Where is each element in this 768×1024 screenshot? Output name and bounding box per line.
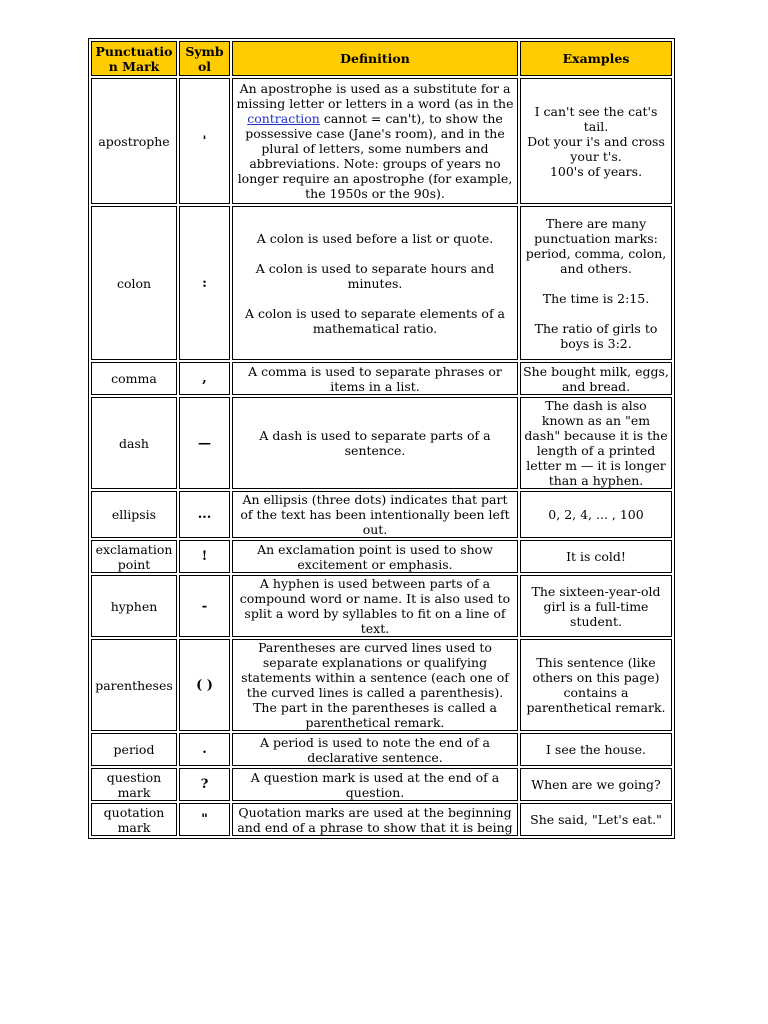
definition-text — [235, 770, 515, 800]
definition-text — [235, 261, 515, 291]
definition-text-part: A colon is used before a list or quote. — [256, 230, 494, 246]
definition-text — [235, 805, 515, 835]
definition-text-part: An ellipsis (three dots) indicates that part of the text has been intentionally been left out. — [240, 492, 510, 537]
punctuation-symbol: ... — [179, 491, 230, 538]
example-text: The sixteen-year-old girl is a full-time student. — [531, 583, 661, 629]
example-text: She said, "Let's eat." — [530, 812, 662, 827]
contraction-link[interactable]: contraction — [247, 111, 320, 126]
example-text: The time is 2:15. — [542, 290, 650, 306]
definition-text — [235, 735, 515, 765]
definition-text-part: A colon is used to separate hours and minutes. — [255, 260, 495, 291]
example-text: This sentence (like others on this page) contains a parenthetical remark. — [526, 655, 666, 715]
punctuation-symbol: ( ) — [179, 639, 230, 731]
example-text: The dash is also known as an "em dash" because it is the length of a printed letter m — it is longer than a hyphen. — [524, 398, 668, 488]
examples-cell — [520, 639, 672, 731]
table-row-ellipsis — [91, 491, 672, 538]
punctuation-symbol: ! — [179, 540, 230, 573]
punctuation-mark-name: apostrophe — [91, 78, 177, 204]
header-symbol: Symbol — [179, 41, 230, 76]
examples-cell — [520, 491, 672, 538]
definition-text-part: A colon is used to separate elements of a mathematical ratio. — [245, 305, 505, 336]
table-row-exclamation — [91, 540, 672, 573]
punctuation-mark-name: colon — [91, 206, 177, 360]
definition-text — [235, 428, 515, 458]
example-text: 0, 2, 4, ... , 100 — [548, 507, 644, 522]
punctuation-mark-name: ellipsis — [91, 491, 177, 538]
definition-text-part: An exclamation point is used to show excitement or emphasis. — [257, 541, 493, 572]
punctuation-symbol: — — [179, 397, 230, 489]
definition-text-part: Parentheses are curved lines used to separate explanations or qualifying statements within a sentence (each one of the curved lines is called a parenthesis). The part in the parentheses is called a parenthetical remark. — [241, 640, 509, 730]
table-row-dash — [91, 397, 672, 489]
definition-cell — [232, 397, 518, 489]
examples-cell — [520, 78, 672, 204]
example-text: She bought milk, eggs, and bread. — [523, 363, 669, 394]
definition-text — [235, 640, 515, 730]
punctuation-symbol: - — [179, 575, 230, 637]
punctuation-symbol: ' — [179, 78, 230, 204]
table-row-question — [91, 768, 672, 801]
example-text: There are many punctuation marks: period, comma, colon, and others. — [525, 215, 667, 276]
punctuation-mark-name: period — [91, 733, 177, 766]
definition-text-part: cannot = can't), to show the possessive case (Jane's room), and in the plural of letters, some numbers and abbreviations. Note: groups of years no longer require an apostrophe (for example, the 1950s or the 90s). — [237, 111, 513, 201]
definition-cell — [232, 78, 518, 204]
definition-text-part: Quotation marks are used at the beginning and end of a phrase to show that it is being — [237, 804, 513, 835]
definition-text — [235, 492, 515, 537]
table-row-apostrophe — [91, 78, 672, 204]
punctuation-mark-name: question mark — [91, 768, 177, 801]
example-text: When are we going? — [531, 777, 661, 792]
punctuation-mark-name: comma — [91, 362, 177, 395]
table-row-parentheses — [91, 639, 672, 731]
table-row-colon — [91, 206, 672, 360]
punctuation-mark-name: hyphen — [91, 575, 177, 637]
definition-text — [235, 364, 515, 394]
punctuation-mark-name: exclamation point — [91, 540, 177, 573]
examples-cell — [520, 362, 672, 395]
definition-text-part: An apostrophe is used as a substitute for a missing letter or letters in a word (as in the — [236, 81, 514, 111]
punctuation-mark-name: parentheses — [91, 639, 177, 731]
example-text: I can't see the cat's tail. — [534, 103, 658, 134]
definition-cell — [232, 803, 518, 836]
punctuation-symbol: , — [179, 362, 230, 395]
definition-cell — [232, 768, 518, 801]
example-text: I see the house. — [546, 742, 646, 757]
example-text: Dot your i's and cross your t's. — [527, 133, 665, 164]
definition-cell — [232, 733, 518, 766]
example-text: It is cold! — [566, 549, 626, 564]
punctuation-symbol: : — [179, 206, 230, 360]
definition-text — [235, 576, 515, 636]
definition-cell — [232, 206, 518, 360]
definition-text-part: A period is used to note the end of a declarative sentence. — [259, 734, 491, 765]
punctuation-symbol: " — [179, 803, 230, 836]
definition-cell — [232, 575, 518, 637]
examples-cell — [520, 768, 672, 801]
definition-cell — [232, 639, 518, 731]
punctuation-mark-name: quotation mark — [91, 803, 177, 836]
header-examples: Examples — [520, 41, 672, 76]
punctuation-symbol: ? — [179, 768, 230, 801]
definition-text-part: A question mark is used at the end of a question. — [250, 769, 500, 800]
examples-cell — [520, 575, 672, 637]
definition-text — [235, 231, 515, 246]
table-row-comma — [91, 362, 672, 395]
example-text: The ratio of girls to boys is 3:2. — [534, 320, 658, 351]
definition-cell — [232, 491, 518, 538]
definition-text — [235, 306, 515, 336]
examples-cell — [520, 803, 672, 836]
examples-cell — [520, 540, 672, 573]
definition-cell — [232, 540, 518, 573]
punctuation-symbol: . — [179, 733, 230, 766]
definition-cell — [232, 362, 518, 395]
table-row-period — [91, 733, 672, 766]
definition-text-part: A comma is used to separate phrases or items in a list. — [248, 363, 502, 394]
table-row-hyphen — [91, 575, 672, 637]
header-definition: Definition — [232, 41, 518, 76]
examples-cell — [520, 733, 672, 766]
table-row-quotation — [91, 803, 672, 836]
definition-text-part: A hyphen is used between parts of a compound word or name. It is also used to split a word by syllables to fit on a line of text. — [239, 576, 511, 636]
table-header-row — [91, 41, 672, 76]
examples-cell — [520, 206, 672, 360]
header-punctuation-mark: Punctuation Mark — [91, 41, 177, 76]
punctuation-table — [88, 38, 675, 839]
definition-text — [235, 542, 515, 572]
punctuation-mark-name: dash — [91, 397, 177, 489]
example-text: 100's of years. — [549, 163, 643, 179]
examples-cell — [520, 397, 672, 489]
definition-text-part: A dash is used to separate parts of a sentence. — [259, 428, 491, 458]
definition-text — [235, 81, 515, 201]
